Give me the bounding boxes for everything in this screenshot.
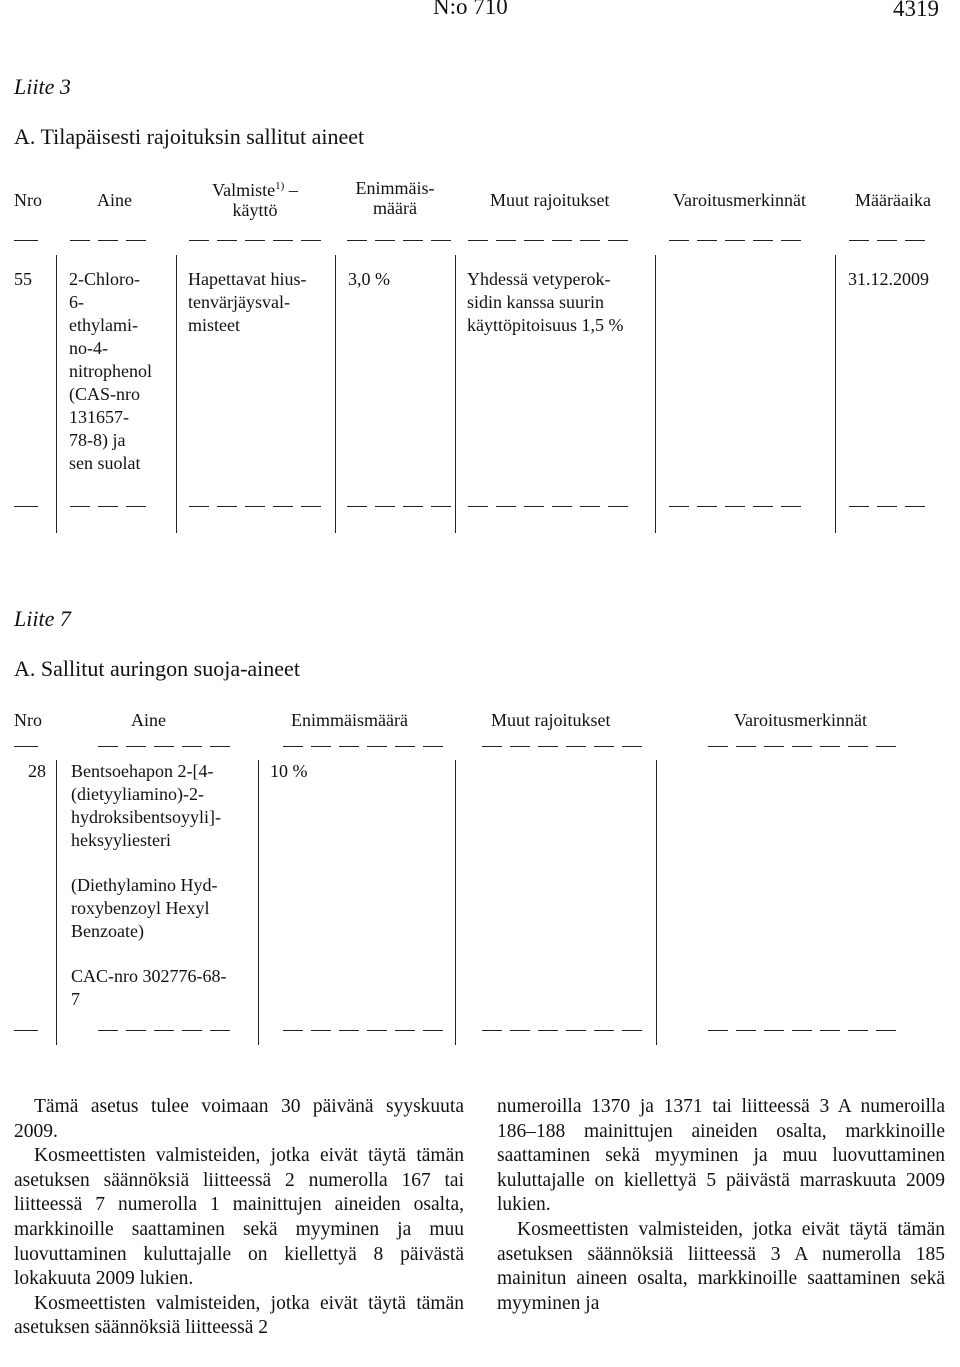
aine-line: 7 [71, 989, 80, 1009]
col-valmiste [190, 176, 320, 220]
row-aine [69, 268, 152, 475]
column-divider [56, 255, 57, 533]
column-divider [258, 760, 259, 1045]
row-aine-2 [71, 760, 227, 1011]
col-varoitusmerkinnat: Varoitusmerkinnät [673, 190, 806, 210]
paragraph: Kosmeettisten valmisteiden, jotka eivät täytä tämän asetuksen säännöksiä liitteessä 2 [14, 1292, 464, 1339]
muut-line: Yhdessä vetyperok- [467, 269, 611, 289]
paragraph: numeroilla 1370 ja 1371 tai liitteessä 3 A numeroilla 186–188 mainittujen aineiden osalta, markkinoille saattaminen sekä myyminen ja muu luovuttaminen kuluttajalle on kiellettyä 5 päivästä marraskuuta 2009 lukien. [497, 1096, 945, 1216]
col-valmiste-dash: – [288, 180, 298, 200]
col-enimmais-line1: Enimmäis- [355, 178, 435, 198]
col-enimmais-line2: määrä [373, 198, 417, 218]
aine-line: hydroksibentsoyyli]- [71, 807, 221, 827]
footnote-ref: 1) [275, 180, 285, 192]
col-enimmaismaara [345, 178, 445, 218]
aine-line: roxybenzoyl Hexyl [71, 898, 210, 918]
column-divider [455, 760, 456, 1045]
appendix-3-heading: Liite 3 [14, 74, 71, 99]
section-a-title: A. Tilapäisesti rajoituksin sallitut aineet [14, 124, 365, 149]
paragraph: Tämä asetus tulee voimaan 30 päivänä syyskuuta 2009. [14, 1096, 464, 1142]
column-divider [56, 760, 57, 1045]
aine-line: nitrophenol [69, 361, 152, 381]
section-a-title-2: A. Sallitut auringon suoja-aineet [14, 656, 300, 681]
col-nro: Nro [14, 190, 42, 210]
aine-line: 131657- [69, 407, 129, 427]
document-number: N:o 710 [433, 0, 508, 19]
aine-line: sen suolat [69, 453, 141, 473]
column-divider [835, 255, 836, 533]
aine-line: Benzoate) [71, 921, 144, 941]
col-valmiste-label: Valmiste [212, 180, 276, 200]
row-enimmaismaara-2: 10 % [270, 761, 308, 781]
row-maaraaika: 31.12.2009 [848, 269, 929, 289]
col-varoitusmerkinnat-2: Varoitusmerkinnät [734, 710, 867, 730]
col-kaytto-label: käyttö [232, 200, 278, 220]
aine-line: 2-Chloro- [69, 269, 140, 289]
col-muut-rajoitukset: Muut rajoitukset [490, 190, 610, 210]
body-text-left [14, 1095, 464, 1341]
valmiste-line: Hapettavat hius- [188, 269, 307, 289]
col-enimmaismaara-2: Enimmäismäärä [291, 710, 408, 730]
col-aine-2: Aine [131, 710, 166, 730]
muut-line: käyttöpitoisuus 1,5 % [467, 315, 624, 335]
col-aine: Aine [97, 190, 132, 210]
aine-line: no-4- [69, 338, 108, 358]
row-nro-2: 28 [28, 761, 46, 781]
column-divider [176, 255, 177, 533]
paragraph: Kosmeettisten valmisteiden, jotka eivät täytä tämän asetuksen säännöksiä liitteessä 3 A numerolla 185 mainitun aineen osalta, markkinoille saattaminen sekä myyminen ja [497, 1218, 945, 1314]
aine-line: CAC-nro 302776-68- [71, 966, 227, 986]
row-enimmaismaara: 3,0 % [348, 269, 390, 289]
muut-line: sidin kanssa suurin [467, 292, 604, 312]
aine-line: 6- [69, 292, 84, 312]
row-nro: 55 [14, 269, 32, 289]
row-valmiste [188, 268, 306, 337]
column-divider [656, 760, 657, 1045]
valmiste-line: tenvärjäysval- [188, 292, 290, 312]
aine-line: ethylami- [69, 315, 138, 335]
valmiste-line: misteet [188, 315, 240, 335]
aine-line: heksyyliesteri [71, 830, 171, 850]
paragraph: Kosmeettisten valmisteiden, jotka eivät täytä tämän asetuksen säännöksiä liitteessä 2 numerolla 167 tai liitteessä 7 numerolla 1 mainittujen aineiden osalta, markkinoille saattaminen sekä myyminen ja muu luovuttaminen kuluttajalle on kiellettyä 8 päivästä lokakuuta 2009 lukien. [14, 1145, 464, 1290]
appendix-7-heading: Liite 7 [14, 606, 71, 631]
column-divider [455, 255, 456, 533]
page-number: 4319 [893, 0, 939, 21]
aine-line: (Diethylamino Hyd- [71, 875, 218, 895]
aine-line: 78-8) ja [69, 430, 126, 450]
column-divider [655, 255, 656, 533]
col-muut-rajoitukset-2: Muut rajoitukset [491, 710, 611, 730]
col-nro-2: Nro [14, 710, 42, 730]
column-divider [335, 255, 336, 533]
aine-line: Bentsoehapon 2-[4- [71, 761, 214, 781]
body-text-right [497, 1095, 945, 1316]
aine-line: (dietyyliamino)-2- [71, 784, 204, 804]
aine-line: (CAS-nro [69, 384, 140, 404]
col-maaraaika: Määräaika [855, 190, 931, 210]
row-muut-rajoitukset [467, 268, 624, 337]
